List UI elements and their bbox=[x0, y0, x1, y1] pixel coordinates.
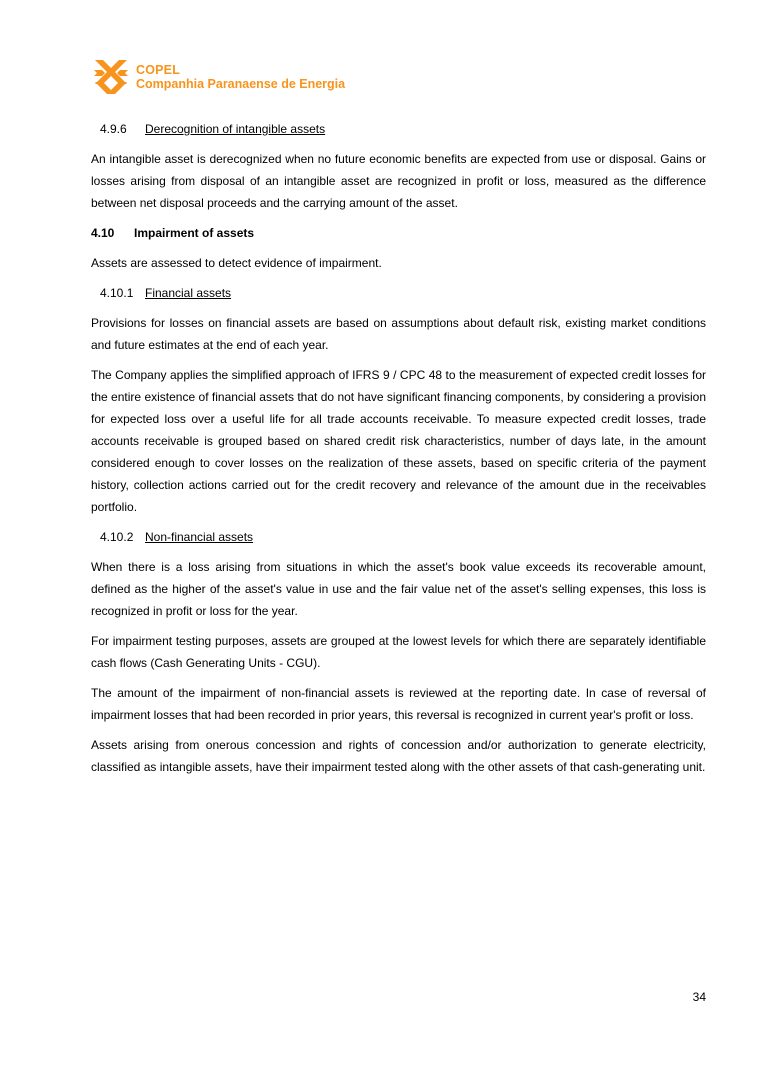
paragraph: For impairment testing purposes, assets are grouped at the lowest levels for which there are separately identifiable cash flows (Cash Generating Units - CGU). bbox=[91, 634, 706, 670]
paragraph: An intangible asset is derecognized when no future economic benefits are expected from use or disposal. Gains or losses arising from disposal of an intangible asset are recognized in profit or loss, measured as the difference between net disposal proceeds and the carrying amount of the asset. bbox=[91, 152, 706, 210]
page-number: 34 bbox=[692, 990, 706, 1004]
paragraph: Assets are assessed to detect evidence of impairment. bbox=[91, 256, 382, 270]
paragraph: When there is a loss arising from situations in which the asset's book value exceeds its recoverable amount, defined as the higher of the asset's value in use and the fair value net of the asset's selling expenses, this loss is recognized in profit or loss for the year. bbox=[91, 560, 706, 618]
section-title: Impairment of assets bbox=[134, 226, 255, 240]
paragraph: The amount of the impairment of non-financial assets is reviewed at the reporting date. In case of reversal of impairment losses that had been recorded in prior years, this reversal is recognized in current year's profit or loss. bbox=[91, 686, 706, 722]
company-full-name: Companhia Paranaense de Energia bbox=[136, 77, 346, 91]
paragraph: Provisions for losses on financial assets are based on assumptions about default risk, existing market conditions and future estimates at the end of each year. bbox=[91, 316, 706, 352]
section-number: 4.10.1 bbox=[100, 286, 134, 300]
document-body bbox=[91, 118, 706, 786]
section-number: 4.10 bbox=[91, 226, 115, 240]
logo-text bbox=[136, 63, 345, 91]
section-heading-4-10-2 bbox=[100, 526, 706, 548]
section-number: 4.10.2 bbox=[100, 530, 134, 544]
paragraph: Assets arising from onerous concession and rights of concession and/or authorization to generate electricity, classified as intangible assets, have their impairment tested along with the other assets of that cash-generating unit. bbox=[91, 738, 706, 774]
section-heading-4-9-6 bbox=[100, 118, 706, 140]
company-short-name: COPEL bbox=[136, 63, 181, 77]
section-heading-4-10-1 bbox=[100, 282, 706, 304]
section-title: Financial assets bbox=[145, 286, 232, 300]
document-header bbox=[93, 59, 345, 95]
section-number: 4.9.6 bbox=[100, 122, 127, 136]
section-title: Non-financial assets bbox=[145, 530, 254, 544]
copel-logo-icon bbox=[93, 59, 129, 95]
section-heading-4-10 bbox=[91, 222, 706, 244]
section-title: Derecognition of intangible assets bbox=[145, 122, 326, 136]
paragraph: The Company applies the simplified approach of IFRS 9 / CPC 48 to the measurement of expected credit losses for the entire existence of financial assets that do not have significant financing components, by considering a provision for expected loss over a useful life for all trade accounts receivable. To measure expected credit losses, trade accounts receivable is grouped based on shared credit risk characteristics, number of days late, in the amount considered enough to cover losses on the realization of these assets, based on specific criteria of the payment history, collection actions carried out for the credit recovery and relevance of the amount due in the receivables portfolio. bbox=[91, 368, 706, 514]
